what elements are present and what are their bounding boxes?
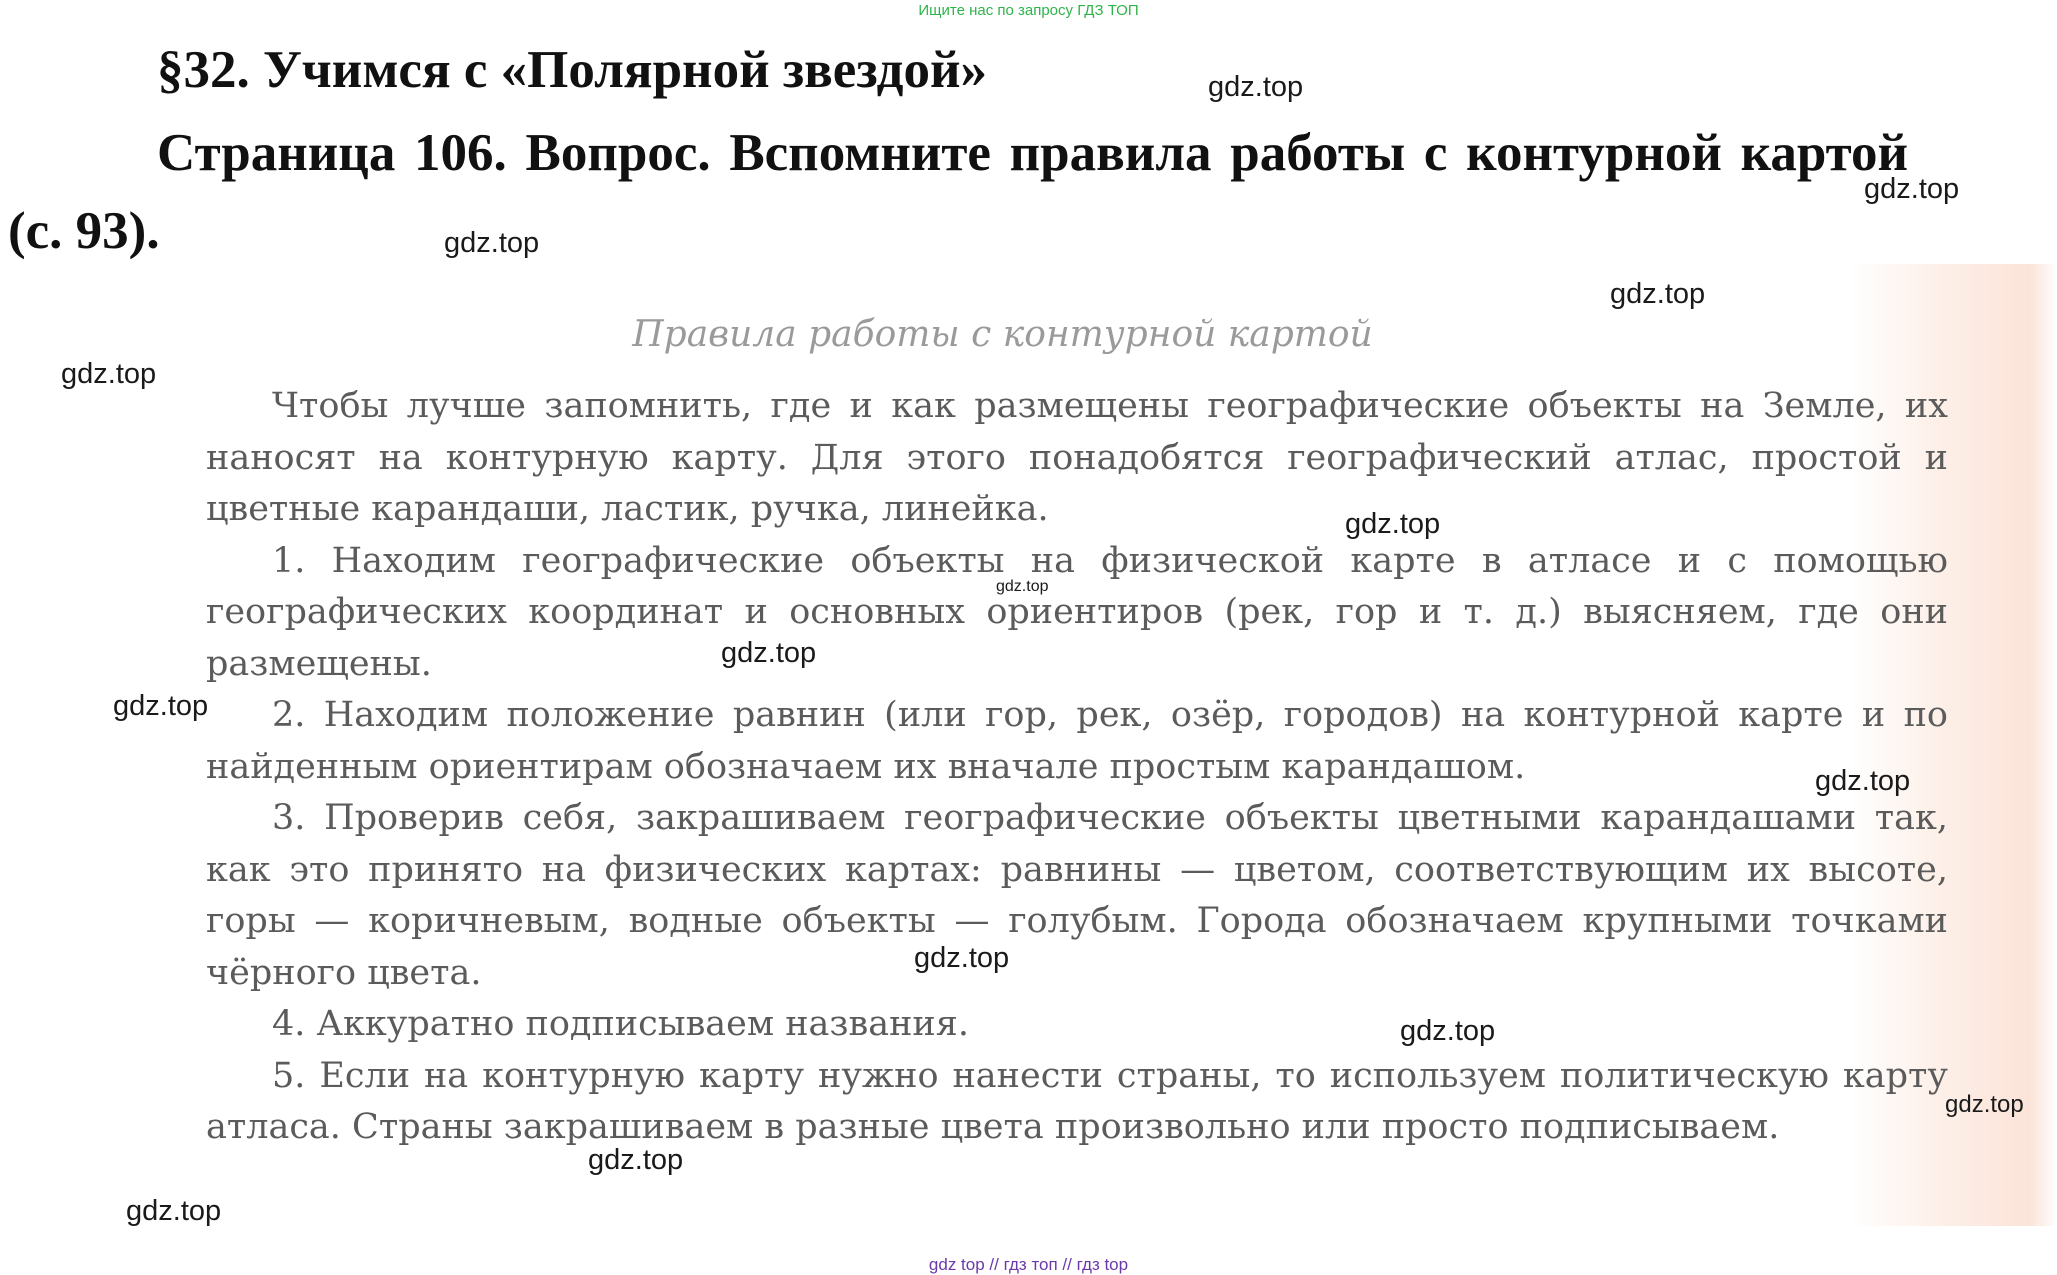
scan-paragraph: 4. Аккуратно подписываем названия.: [272, 1004, 969, 1044]
scan-paragraph: Чтобы лучше запомнить, где и как размещены географические объекты на Земле, их наносят на контурную карту. Для этого понадобятся географический атлас, простой и цветные карандаши, ластик, ручка, линейка.: [206, 386, 1948, 529]
question-heading: Страница 106. Вопрос. Вспомните правила работы с контурной картой (с. 93).: [8, 124, 1908, 260]
scan-paragraph: 5. Если на контурную карту нужно нанести страны, то используем политическую карту атласа. Страны закрашиваем в разные цвета произвольно или просто подписываем.: [206, 1055, 1948, 1147]
watermark: gdz.top: [1815, 765, 1911, 797]
watermark: gdz.top: [914, 942, 1010, 974]
watermark: gdz.top: [721, 637, 817, 669]
watermark: gdz.top: [61, 358, 157, 390]
watermark: gdz.top: [588, 1144, 684, 1176]
scan-title: Правила работы с контурной картой: [632, 314, 1373, 355]
watermark: gdz.top: [1945, 1091, 2024, 1118]
watermark: gdz.top: [1345, 508, 1441, 540]
footer-note: gdz top // гдз топ // гдз top: [928, 1255, 1129, 1274]
watermark: gdz.top: [126, 1195, 222, 1227]
watermark: gdz.top: [113, 690, 209, 722]
header-note-link[interactable]: Ищите нас по запросу ГДЗ ТОП: [918, 2, 1139, 19]
scan-paragraph: 2. Находим положение равнин (или гор, рек, озёр, городов) на контурной карте и по найденным ориентирам обозначаем их вначале простым карандашом.: [206, 695, 1948, 787]
watermark: gdz.top: [1208, 71, 1304, 103]
section-title: §32. Учимся с «Полярной звездой»: [157, 41, 988, 99]
watermark: gdz.top: [1400, 1015, 1496, 1047]
watermark: gdz.top: [1610, 278, 1706, 310]
scan-paragraph: 1. Находим географические объекты на физической карте в атласе и с помощью географических координат и основных ориентиров (рек, гор и т. д.) выясняем, где они размещены.: [206, 540, 1948, 684]
scan-body: [206, 381, 1948, 1154]
watermark: gdz.top: [444, 227, 540, 259]
scan-paragraph: 3. Проверив себя, закрашиваем географические объекты цветными карандашами так, как это принято на физических картах: равнины — цветом, соответствующим их высоте, горы — коричневым, водные объекты — голубым. Города обозначаем крупными точками чёрного цвета.: [206, 798, 1948, 993]
watermark: gdz.top: [996, 578, 1049, 595]
watermark: gdz.top: [1864, 173, 1960, 205]
